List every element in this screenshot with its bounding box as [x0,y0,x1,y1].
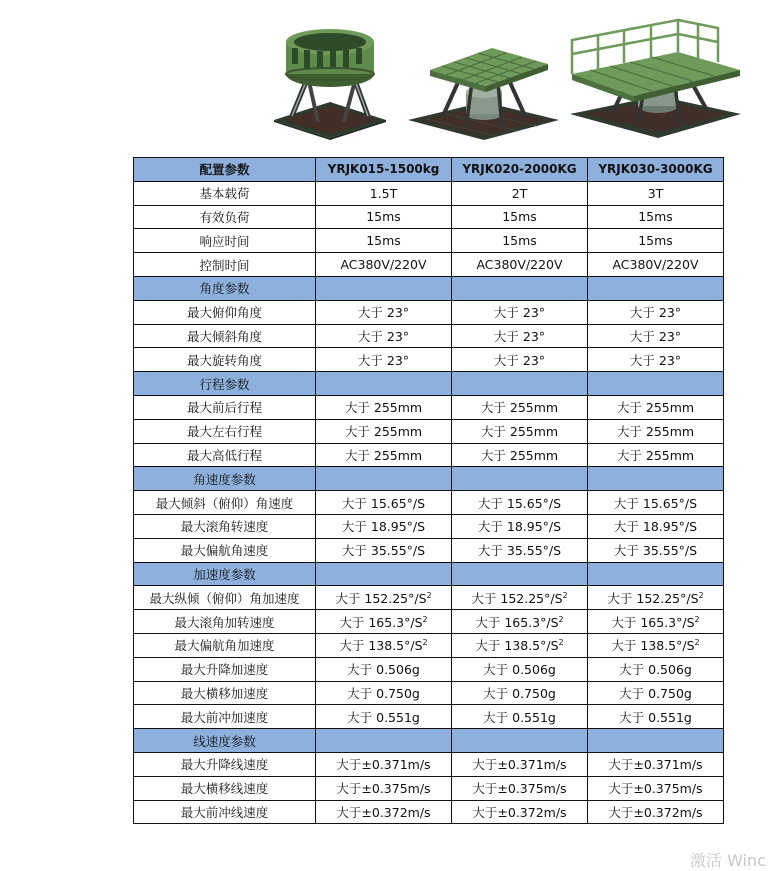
param-value: 大于 18.95°/S [477,519,562,535]
param-value: 大于 255mm [344,424,423,440]
param-value-cell [588,705,724,729]
param-name-cell [134,348,316,372]
param-value-cell [316,395,452,419]
product-images [270,10,750,140]
param-value: 大于±0.372m/s [472,804,567,820]
param-name: 有效负荷 [199,209,250,225]
superscript-exponent: 2 [694,638,700,648]
section-empty-cell [452,467,588,491]
param-value: 大于 165.3°/S [611,614,695,630]
param-value-cell [316,538,452,562]
param-value: 大于 15.65°/S [613,495,698,511]
param-value-cell [452,395,588,419]
param-name: 最大前冲线速度 [180,804,269,820]
param-value-cell [588,752,724,776]
section-row [134,467,724,491]
section-empty-cell [316,372,452,396]
param-value-cell [452,300,588,324]
table-row [134,491,724,515]
table-row [134,324,724,348]
param-value-cell [452,800,588,824]
section-empty-cell [588,467,724,491]
table-row [134,705,724,729]
param-value-cell [588,300,724,324]
param-value-cell [452,705,588,729]
section-empty-cell [316,562,452,586]
param-name-cell [134,705,316,729]
table-body [134,181,724,824]
section-empty-cell [452,372,588,396]
table-row [134,610,724,634]
param-name: 最大偏航角速度 [180,543,269,559]
deck-motion-platform-icon [406,40,561,140]
param-value-cell [588,324,724,348]
param-value-cell [316,681,452,705]
param-value-cell [316,800,452,824]
param-name-cell [134,300,316,324]
param-value: 1.5T [369,185,398,201]
table-row [134,514,724,538]
param-name-cell [134,800,316,824]
section-empty-cell [316,276,452,300]
param-value-cell [452,253,588,277]
param-name: 响应时间 [199,233,250,249]
section-empty-cell [588,729,724,753]
param-value-cell [588,800,724,824]
param-value-cell [588,491,724,515]
param-value-cell [452,491,588,515]
section-empty-cell [588,276,724,300]
param-value: 大于 0.506g [483,662,556,678]
param-value: 大于±0.372m/s [608,804,703,820]
param-name-cell [134,752,316,776]
param-value-cell [316,610,452,634]
section-row [134,729,724,753]
param-name-cell [134,205,316,229]
param-value-cell [452,181,588,205]
table-row [134,229,724,253]
param-name-cell [134,253,316,277]
param-name: 最大纵倾（俯仰）角加速度 [149,590,300,606]
superscript-exponent: 2 [558,638,564,648]
param-value-cell [452,419,588,443]
param-value: 2T [511,185,528,201]
param-value: 大于 255mm [344,447,423,463]
table-header-row [134,158,724,182]
param-value-cell [588,205,724,229]
section-empty-cell [588,562,724,586]
param-value-cell [316,348,452,372]
param-value-cell [588,538,724,562]
param-value: 15ms [638,233,673,249]
table-row [134,181,724,205]
param-value-cell [452,514,588,538]
param-name: 最大前冲加速度 [180,709,269,725]
param-value: 15ms [502,233,537,249]
param-value-cell [316,205,452,229]
superscript-exponent: 2 [694,614,700,624]
table-row [134,395,724,419]
section-row [134,276,724,300]
param-value: 大于 23° [493,305,546,321]
param-value-cell [452,324,588,348]
param-value-cell [452,443,588,467]
param-value-cell [316,491,452,515]
param-name-cell [134,633,316,657]
header-model-2: YRJK020-2000KG [452,158,588,182]
param-value: 大于 165.3°/S [339,614,423,630]
section-label: 角速度参数 [134,467,316,491]
param-value: 大于 0.506g [619,662,692,678]
param-value-cell [588,443,724,467]
param-value: 大于 23° [629,328,682,344]
param-value-cell [588,776,724,800]
table-row [134,348,724,372]
param-value: 大于 0.551g [483,709,556,725]
param-name-cell [134,395,316,419]
param-value: 大于 255mm [480,424,559,440]
param-name-cell [134,443,316,467]
param-value: 大于 0.750g [483,685,556,701]
table-row [134,752,724,776]
param-name-cell [134,610,316,634]
param-name: 最大前后行程 [186,400,262,416]
param-value: 大于 152.25°/S [471,590,563,606]
param-value-cell [316,586,452,610]
param-name-cell [134,538,316,562]
param-value: 大于 255mm [480,447,559,463]
param-value: 大于 18.95°/S [341,519,426,535]
param-value: 大于 0.750g [619,685,692,701]
param-value-cell [588,229,724,253]
header-model-1: YRJK015-1500kg [316,158,452,182]
table-row [134,538,724,562]
param-value-cell [316,776,452,800]
param-value-cell [452,776,588,800]
param-name: 最大倾斜角度 [186,328,262,344]
superscript-exponent: 2 [698,590,704,600]
param-value-cell [588,657,724,681]
section-label: 行程参数 [134,372,316,396]
param-name: 最大横移加速度 [180,685,269,701]
param-value: 大于 255mm [480,400,559,416]
param-value: 大于 138.5°/S [475,638,559,654]
param-name: 最大升降线速度 [180,757,269,773]
table-row [134,419,724,443]
section-empty-cell [588,372,724,396]
param-name: 最大旋转角度 [186,352,262,368]
section-empty-cell [452,562,588,586]
param-value-cell [588,348,724,372]
param-name: 最大滚角加转速度 [174,614,275,630]
param-value-cell [452,657,588,681]
table-row [134,300,724,324]
param-value: 大于 0.750g [347,685,420,701]
param-value-cell [588,610,724,634]
superscript-exponent: 2 [558,614,564,624]
param-value-cell [316,657,452,681]
section-empty-cell [452,729,588,753]
param-value-cell [452,633,588,657]
table-row [134,633,724,657]
section-empty-cell [452,276,588,300]
superscript-exponent: 2 [426,590,432,600]
param-name: 基本载荷 [199,186,250,202]
param-value: 大于 23° [493,328,546,344]
param-name-cell [134,514,316,538]
param-value-cell [452,681,588,705]
table-row [134,776,724,800]
param-value: 大于 23° [629,305,682,321]
param-value-cell [316,633,452,657]
param-name: 最大俯仰角度 [186,305,262,321]
header-param: 配置参数 [134,158,316,182]
param-name-cell [134,491,316,515]
ring-motion-platform-icon [270,22,390,140]
header-model-3: YRJK030-3000KG [588,158,724,182]
param-value: 大于 15.65°/S [341,495,426,511]
superscript-exponent: 2 [422,614,428,624]
param-value-cell [588,514,724,538]
table-row [134,586,724,610]
param-value: 大于 0.506g [347,662,420,678]
superscript-exponent: 2 [422,638,428,648]
param-value: 大于±0.375m/s [608,781,703,797]
param-value: 大于 35.55°/S [613,543,698,559]
table-row [134,253,724,277]
param-value: 大于 0.551g [619,709,692,725]
param-name: 控制时间 [199,257,250,273]
param-name: 最大升降加速度 [180,662,269,678]
param-value-cell [316,253,452,277]
param-value-cell [588,681,724,705]
param-value: AC380V/220V [476,257,563,273]
param-value: 大于 152.25°/S [335,590,427,606]
param-value: 大于 165.3°/S [475,614,559,630]
param-value: 大于±0.371m/s [472,757,567,773]
param-value: 大于 152.25°/S [607,590,699,606]
param-value: 15ms [366,209,401,225]
param-name-cell [134,229,316,253]
param-name-cell [134,681,316,705]
param-name: 最大横移线速度 [180,781,269,797]
param-value: 15ms [366,233,401,249]
param-name: 最大滚角转速度 [180,519,269,535]
param-value: 大于 35.55°/S [477,543,562,559]
param-value: 大于 23° [357,328,410,344]
param-value: 大于±0.372m/s [336,804,431,820]
param-value: 3T [647,185,664,201]
table-row [134,205,724,229]
section-row [134,562,724,586]
param-value-cell [452,348,588,372]
param-value-cell [452,752,588,776]
param-name: 最大偏航角加速度 [174,638,275,654]
param-value-cell [316,419,452,443]
param-value-cell [316,324,452,348]
param-value: 大于±0.375m/s [336,781,431,797]
section-row [134,372,724,396]
spec-table [133,157,724,824]
param-value-cell [588,395,724,419]
param-value-cell [452,586,588,610]
section-label: 加速度参数 [134,562,316,586]
param-value: 大于 255mm [616,400,695,416]
param-name: 最大左右行程 [186,424,262,440]
param-name: 最大倾斜（俯仰）角速度 [155,495,294,511]
param-value: 大于 23° [493,352,546,368]
param-value-cell [452,229,588,253]
param-value: 大于 35.55°/S [341,543,426,559]
section-label: 角度参数 [134,276,316,300]
superscript-exponent: 2 [562,590,568,600]
param-value: 大于 138.5°/S [611,638,695,654]
param-name-cell [134,324,316,348]
param-name: 最大高低行程 [186,447,262,463]
param-name-cell [134,181,316,205]
param-value-cell [588,633,724,657]
param-value-cell [588,586,724,610]
table-row [134,443,724,467]
table-row [134,681,724,705]
param-value: AC380V/220V [340,257,427,273]
table-row [134,657,724,681]
param-value: 大于±0.371m/s [608,757,703,773]
railed-motion-platform-icon [568,18,743,140]
param-value-cell [316,181,452,205]
param-value: AC380V/220V [612,257,699,273]
param-value-cell [316,300,452,324]
param-value: 大于 23° [629,352,682,368]
param-value: 大于 15.65°/S [477,495,562,511]
activation-watermark: 激活 Winc [690,851,766,870]
param-value: 大于 18.95°/S [613,519,698,535]
param-value: 15ms [502,209,537,225]
param-name-cell [134,776,316,800]
param-value-cell [316,752,452,776]
param-value: 大于 255mm [344,400,423,416]
param-value: 大于±0.375m/s [472,781,567,797]
param-value-cell [316,229,452,253]
table-row [134,800,724,824]
param-value-cell [588,181,724,205]
param-value-cell [316,443,452,467]
param-value: 大于 138.5°/S [339,638,423,654]
section-label: 线速度参数 [134,729,316,753]
param-value: 大于 23° [357,352,410,368]
param-name-cell [134,419,316,443]
param-value-cell [452,538,588,562]
param-name-cell [134,657,316,681]
param-value-cell [316,705,452,729]
param-value: 15ms [638,209,673,225]
param-value: 大于 23° [357,305,410,321]
param-value-cell [588,419,724,443]
param-value-cell [452,610,588,634]
param-value-cell [588,253,724,277]
param-value: 大于±0.371m/s [336,757,431,773]
param-value-cell [316,514,452,538]
param-value: 大于 255mm [616,424,695,440]
param-value: 大于 0.551g [347,709,420,725]
param-value: 大于 255mm [616,447,695,463]
param-value-cell [452,205,588,229]
section-empty-cell [316,467,452,491]
param-name-cell [134,586,316,610]
section-empty-cell [316,729,452,753]
